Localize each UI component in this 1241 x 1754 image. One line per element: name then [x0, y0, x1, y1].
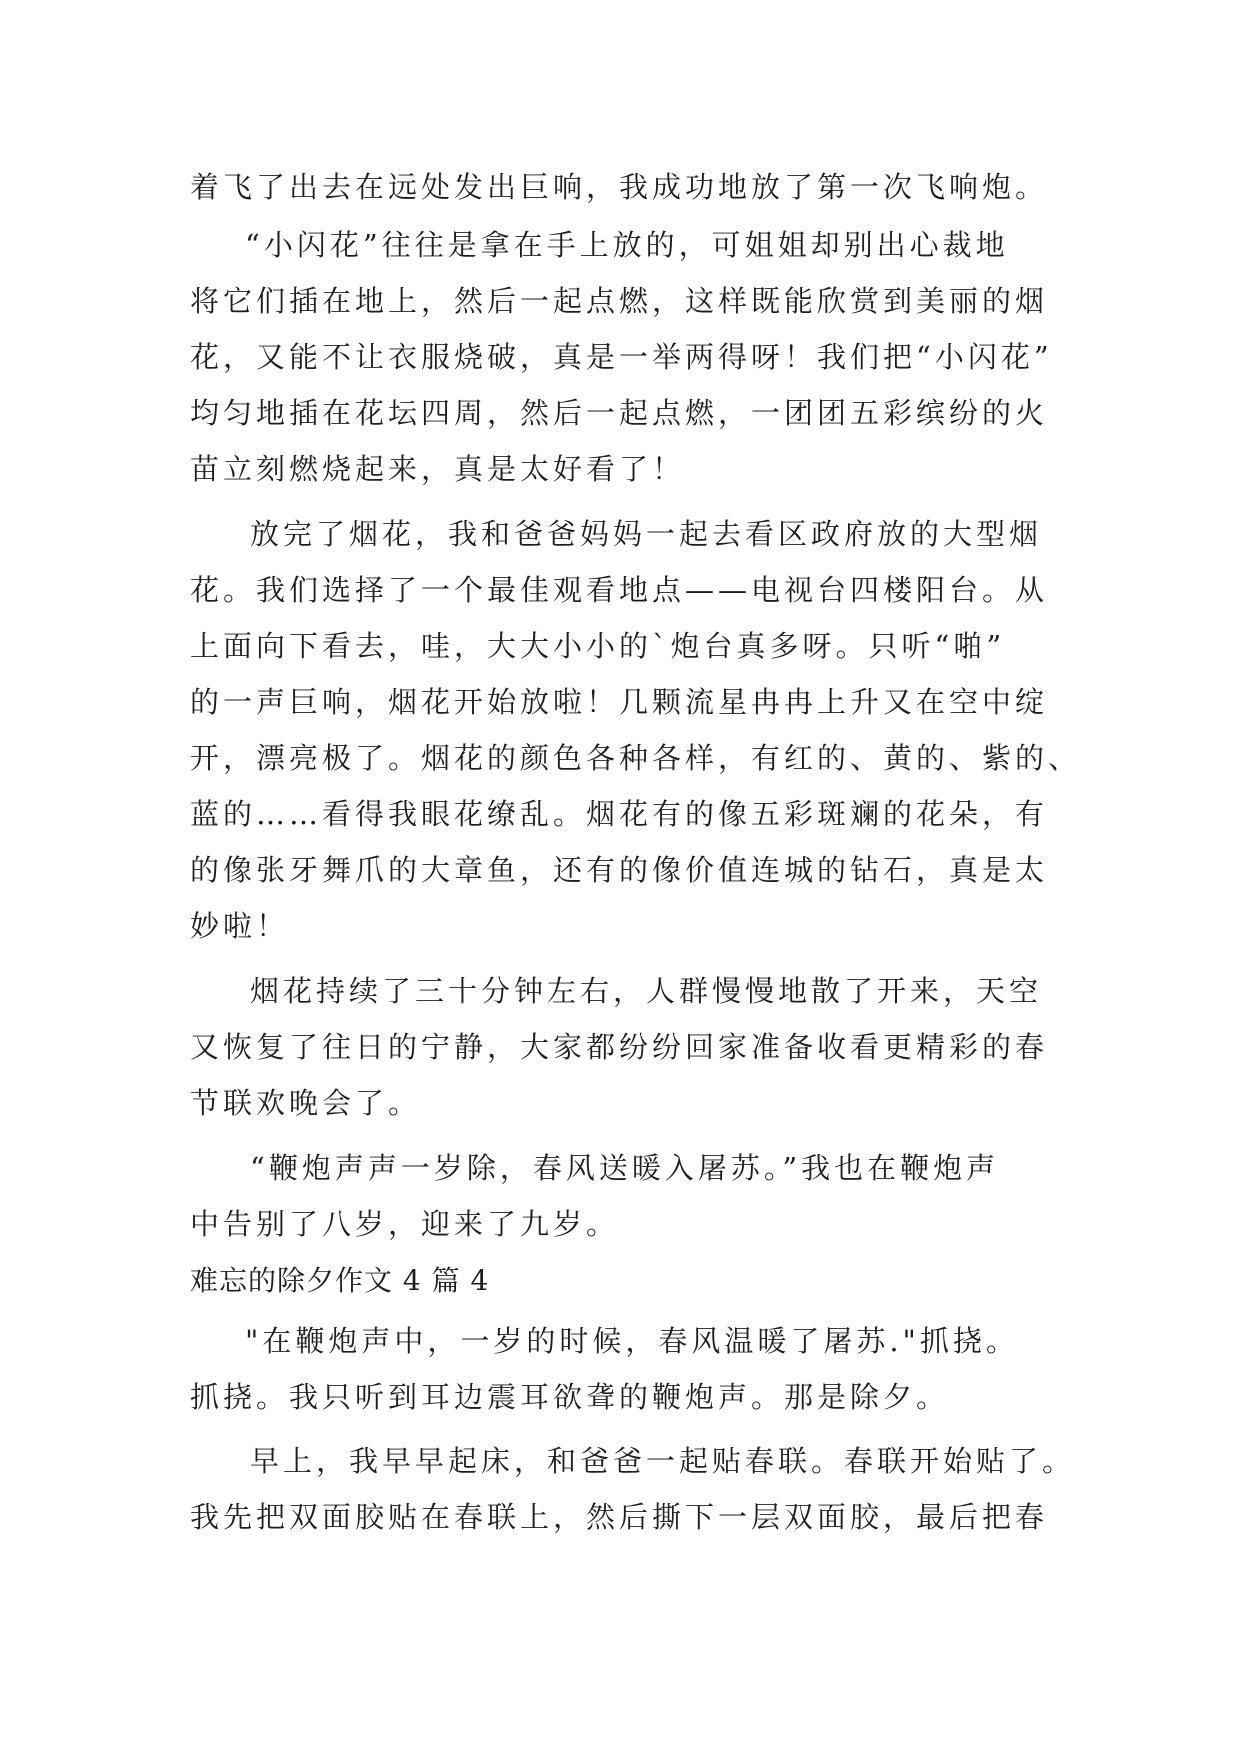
text-line: 花。我们选择了一个最佳观看地点——电视台四楼阳台。从: [190, 573, 1049, 607]
text-line: 中告别了八岁，迎来了九岁。: [190, 1207, 620, 1241]
text-line: 的一声巨响，烟花开始放啦！几颗流星冉冉上升又在空中绽: [190, 685, 1049, 719]
text-line: 着飞了出去在远处发出巨响，我成功地放了第一次飞响炮。: [190, 170, 1049, 204]
text-line: 节联欢晚会了。: [190, 1086, 422, 1120]
text-line: 妙啦！: [190, 909, 290, 943]
text-line: 花，又能不让衣服烧破，真是一举两得呀！我们把“小闪花”: [190, 340, 1053, 374]
text-line: 抓挠。我只听到耳边震耳欲聋的鞭炮声。那是除夕。: [190, 1380, 950, 1414]
paragraph-start-line: 放完了烟花，我和爸爸妈妈一起去看区政府放的大型烟: [250, 517, 1043, 551]
text-line: 我先把双面胶贴在春联上，然后撕下一层双面胶，最后把春: [190, 1500, 1049, 1534]
text-line: 将它们插在地上，然后一起点燃，这样既能欣赏到美丽的烟: [190, 284, 1049, 318]
text-line: 蓝的……看得我眼花缭乱。烟花有的像五彩斑斓的花朵，有: [190, 797, 1049, 831]
paragraph-start-line: 烟花持续了三十分钟左右，人群慢慢地散了开来，天空: [250, 974, 1043, 1008]
text-line: 的像张牙舞爪的大章鱼，还有的像价值连城的钻石，真是太: [190, 853, 1049, 887]
text-line: 苗立刻燃烧起来，真是太好看了！: [190, 452, 686, 486]
text-line: 上面向下看去，哇，大大小小的`炮台真多呀。只听“啪”: [190, 629, 1006, 663]
paragraph-start-line: “小闪花”往往是拿在手上放的，可姐姐却别出心裁地: [245, 228, 1009, 262]
paragraph-start-line: 早上，我早早起床，和爸爸一起贴春联。春联开始贴了。: [250, 1444, 1076, 1478]
section-heading: 难忘的除夕作文 4 篇 4: [190, 1264, 490, 1297]
text-line: 均匀地插在花坛四周，然后一起点燃，一团团五彩缤纷的火: [190, 396, 1049, 430]
paragraph-start-line: "在鞭炮声中，一岁的时候，春风温暖了屠苏."抓挠。: [245, 1324, 1019, 1358]
text-line: 开，漂亮极了。烟花的颜色各种各样，有红的、黄的、紫的、: [190, 741, 1082, 775]
paragraph-start-line: “鞭炮声声一岁除，春风送暖入屠苏。”我也在鞭炮声: [250, 1151, 1000, 1185]
text-line: 又恢复了往日的宁静，大家都纷纷回家准备收看更精彩的春: [190, 1030, 1049, 1064]
